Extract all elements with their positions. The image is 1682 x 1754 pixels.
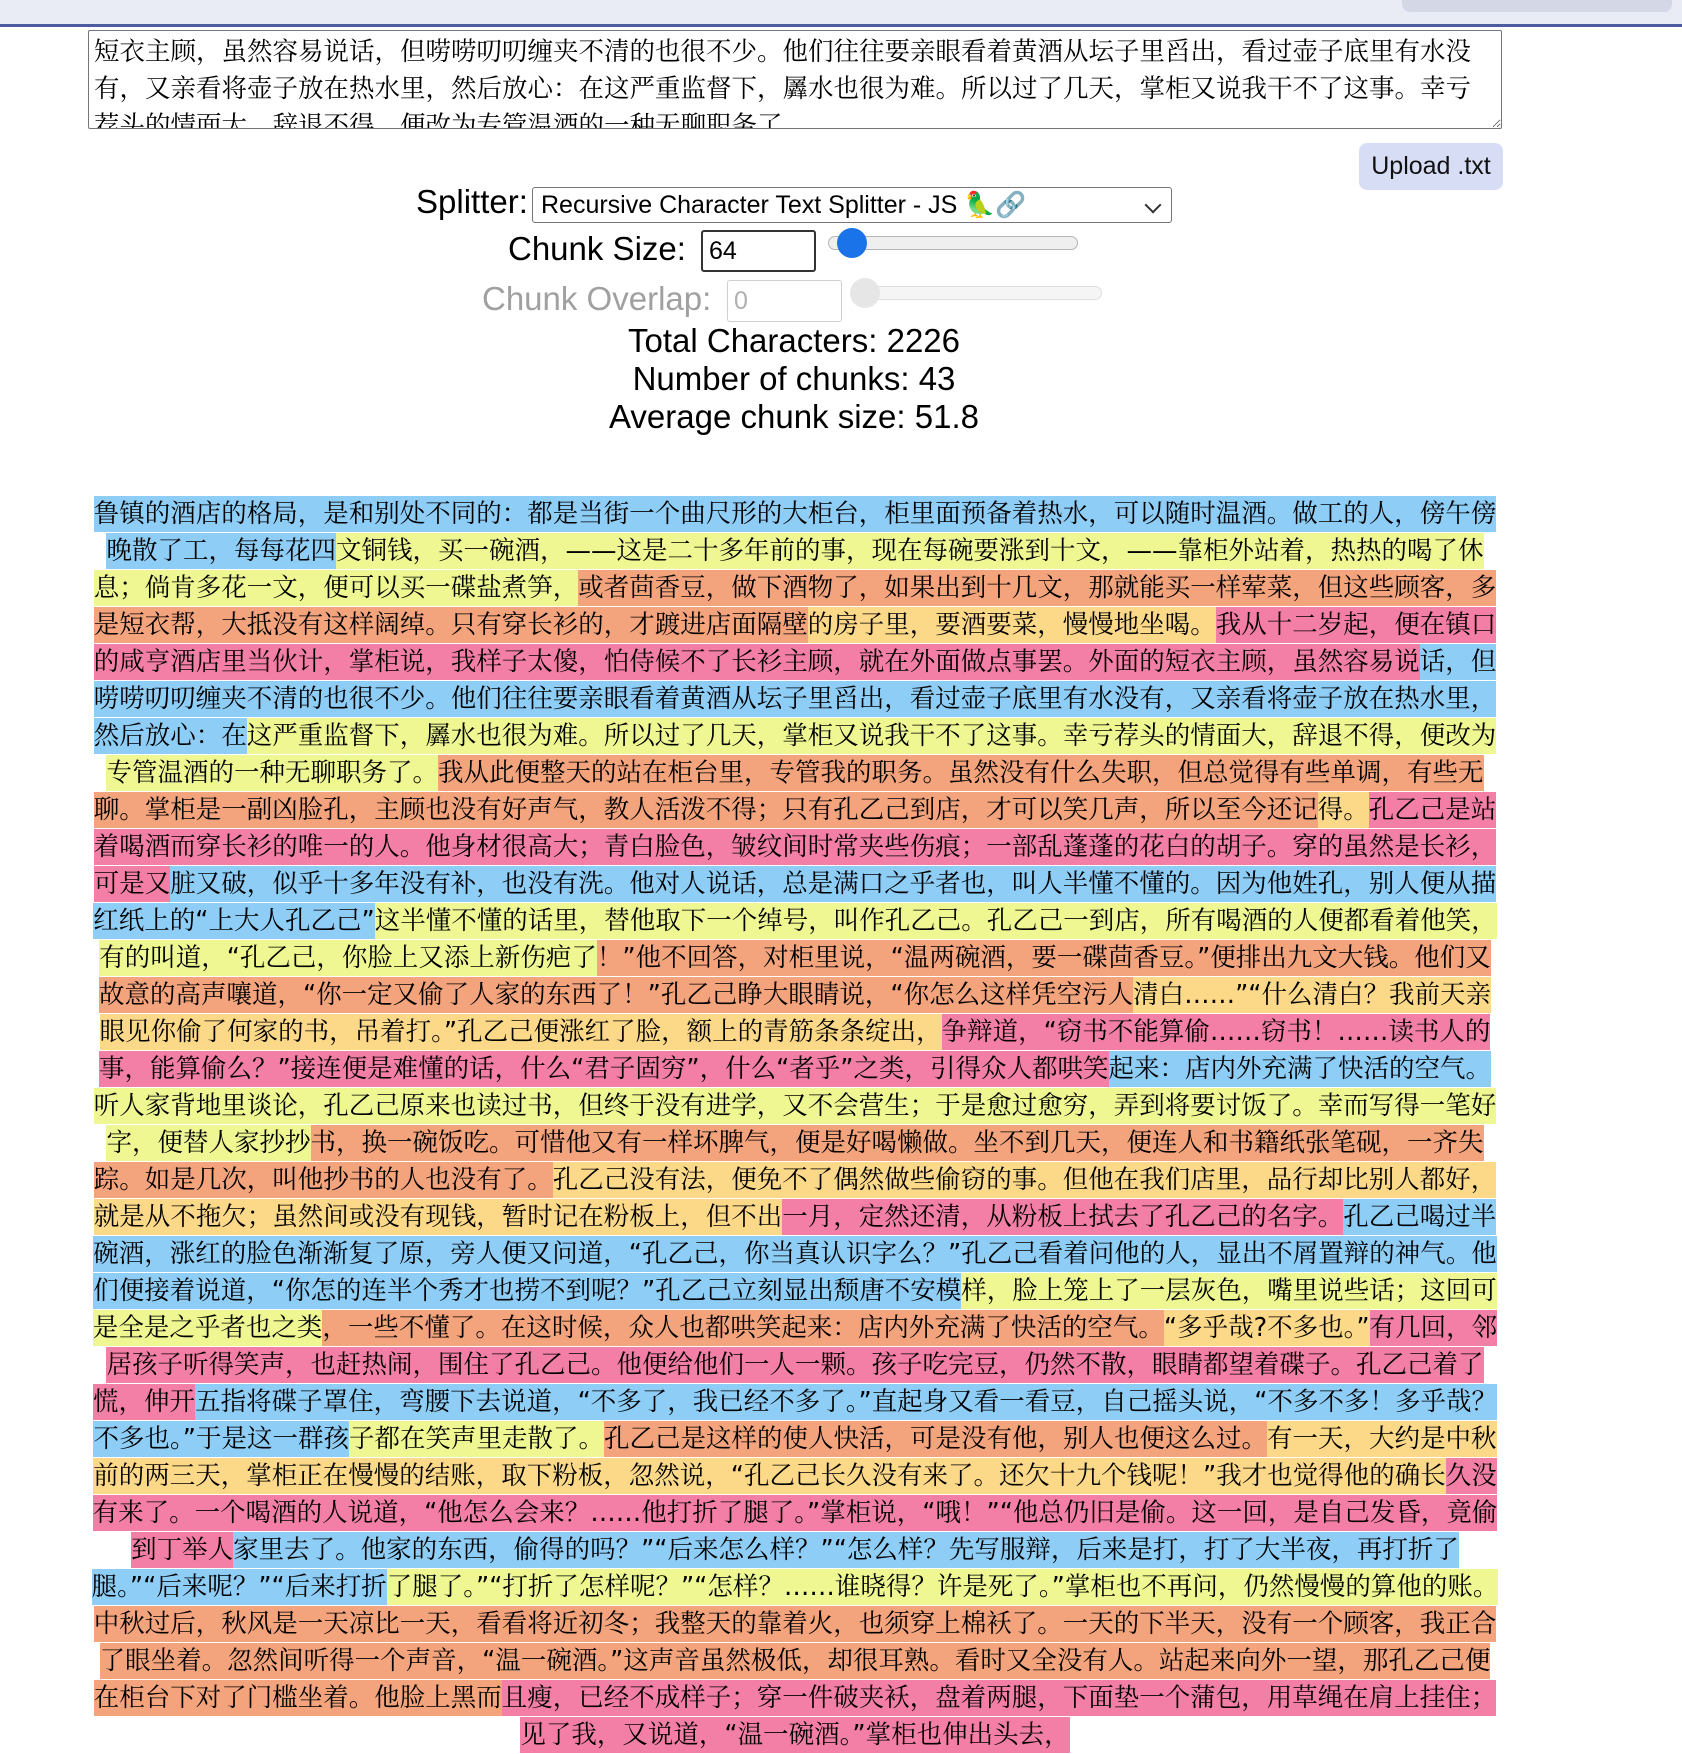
chunk-12: 这半懂不懂的话里，替他取下一个绰号，叫作孔乙己。孔乙己一到店，所有喝酒的人便都看着他笑，有的叫道，“孔乙己，你脸上又添上新伤疤了 [99, 903, 1497, 976]
chunk-6: 话，但唠唠叨叨缠夹不清的也很不少。他们往往要亲眼看着黄酒从坛子里舀出，看过壶子底里有水没有，又亲看将壶子放在热水里，然后放心：在 [94, 644, 1497, 754]
top-bar [0, 0, 1682, 27]
number-of-chunks: Number of chunks: 43 [632, 360, 956, 397]
chunk-34: 且瘦，已经不成样子；穿一件破夹袄，盘着两腿，下面垫一个蒲包，用草绳在肩上挂住；见了我，又说道，“温一碗酒。”掌柜也伸出头去， [502, 1680, 1497, 1753]
source-text-input[interactable] [88, 30, 1502, 129]
chunk-26: 五指将碟子罩住，弯腰下去说道，“不多了，我已经不多了。”直起身又看一看豆，自己摇头说，“不多不多！多乎哉？不多也。”于是这一群孩 [93, 1384, 1496, 1457]
chunk-21: 孔乙己喝过半碗酒，涨红的脸色渐渐复了原，旁人便又问道，“孔乙己，你当真认识字么？”孔乙己看着问他的人，显出不屑置辩的神气。他们便接着说道，“你怎的连半个秀才也捞不到呢？”孔乙己立刻显出颓唐不安模 [93, 1199, 1496, 1309]
chunk-16: 起来：店内外充满了快活的空气。 [1109, 1051, 1492, 1087]
chunk-size-label: Chunk Size: [508, 230, 686, 267]
chunk-13: ！”他不回答，对柜里说，“温两碗酒，要一碟茴香豆。”便排出九文大钱。他们又故意的高声嚷道，“你一定又偷了人家的东西了！”孔乙己睁大眼睛说，“你怎么这样凭空污人 [99, 940, 1491, 1013]
chunk-5: 我从十二岁起，便在镇口的咸亨酒店里当伙计，掌柜说，我样子太傻，怕侍候不了长衫主顾，就在外面做点事罢。外面的短衣主顾，虽然容易说 [94, 607, 1497, 680]
chunk-15: 争辩道，“窃书不能算偷……窃书！……读书人的事，能算偷么？”接连便是难懂的话，什么“君子固穷”，什么“者乎”之类，引得众人都哄笑 [99, 1014, 1490, 1087]
chunk-1: 鲁镇的酒店的格局，是和别处不同的：都是当街一个曲尺形的大柜台，柜里面预备着热水，可以随时温酒。做工的人，傍午傍晚散了工，每每花四 [94, 496, 1497, 569]
chunk-22: 样，脸上笼上了一层灰色，嘴里说些话；这回可是全是之乎者也之类 [93, 1273, 1497, 1346]
chunk-size-input[interactable] [701, 230, 816, 272]
chunk-20: 一月，定然还清，从粉板上拭去了孔乙己的名字。 [782, 1199, 1343, 1235]
chunk-29: 有一天，大约是中秋前的两三天，掌柜正在慢慢的结账，取下粉板，忽然说，“孔乙己长久没有来了。还欠十九个钱呢！”我才也觉得他的确长 [93, 1421, 1496, 1494]
chunk-25: 有几回，邻居孩子听得笑声，也赶热闹，围住了孔乙己。他便给他们一人一颗。孩子吃完豆，仍然不散，眼睛都望着碟子。孔乙己着了慌，伸开 [93, 1310, 1497, 1420]
chunk-visualization [90, 496, 1500, 1754]
top-bar-tab [1402, 0, 1672, 12]
splitter-selected-value: Recursive Character Text Splitter - JS 🦜🔗 [541, 191, 1027, 219]
chunk-8: 我从此便整天的站在柜台里，专管我的职务。虽然没有什么失职，但总觉得有些单调，有些无聊。掌柜是一副凶脸孔，主顾也没有好声气，教人活泼不得；只有孔乙己到店，才可以笑几声，所以至今还记 [94, 755, 1484, 828]
chunk-31: 家里去了。他家的东西，偷得的吗？”“后来怎么样？”“怎么样？先写服辩，后来是打，打了大半夜，再打折了腿。”“后来呢？”“后来打折 [92, 1532, 1459, 1605]
chunk-overlap-slider[interactable] [852, 286, 1102, 300]
chunk-overlap-input[interactable] [727, 280, 842, 322]
chunk-32: 了腿了。”“打折了怎样呢？”“怎样？……谁晓得？许是死了。”掌柜也不再问，仍然慢慢的算他的账。 [387, 1569, 1499, 1605]
chunk-28: 孔乙己是这样的使人快活，可是没有他，别人也便这么过。 [604, 1421, 1267, 1457]
chunk-3: 或者茴香豆，做下酒物了，如果出到十几文，那就能买一样荤菜，但这些顾客，多是短衣帮，大抵没有这样阔绰。只有穿长衫的，才踱进店面隔壁 [94, 570, 1497, 643]
chunk-24: “多乎哉?不多也。” [1164, 1310, 1370, 1346]
chunk-19: 孔乙己没有法，便免不了偶然做些偷窃的事。但他在我们店里，品行却比别人都好，就是从不拖欠；虽然间或没有现钱，暂时记在粉板上，但不出 [94, 1162, 1497, 1235]
chunk-7: 这严重监督下，羼水也很为难。所以过了几天，掌柜又说我干不了这事。幸亏荐头的情面大，辞退不得，便改为专管温酒的一种无聊职务了。 [106, 718, 1496, 791]
total-characters: Total Characters: 2226 [627, 322, 960, 359]
chunk-30: 久没有来了。一个喝酒的人说道，“他怎么会来？……他打折了腿了。”掌柜说，“哦！”“他总仍旧是偷。这一回，是自己发昏，竟偷到丁举人 [93, 1458, 1498, 1568]
chunk-33: 中秋过后，秋风是一天凉比一天，看看将近初冬；我整天的靠着火，也须穿上棉袄了。一天的下半天，没有一个顾客，我正合了眼坐着。忽然间听得一个声音，“温一碗酒。”这声音虽然极低，却很耳熟。看时又全没有人。站起来向外一望，那孔乙己便在柜台下对了门槛坐着。他脸上黑而 [94, 1606, 1497, 1716]
chunk-18: 书，换一碗饭吃。可惜他又有一样坏脾气，便是好喝懒做。坐不到几天，便连人和书籍纸张笔砚，一齐失踪。如是几次，叫他抄书的人也没有了。 [94, 1125, 1484, 1198]
chunk-overlap-label: Chunk Overlap: [482, 280, 712, 317]
upload-txt-button[interactable]: Upload .txt [1359, 143, 1503, 190]
chevron-down-icon [1145, 197, 1162, 214]
chunk-2: 文铜钱，买一碗酒，——这是二十多年前的事，现在每碗要涨到十文，——靠柜外站着，热热的喝了休息；倘肯多花一文，便可以买一碟盐煮笋， [94, 533, 1484, 606]
chunk-23: ，一些不懂了。在这时候，众人也都哄笑起来：店内外充满了快活的空气。 [322, 1310, 1164, 1346]
chunk-4: 的房子里，要酒要菜，慢慢地坐喝。 [808, 607, 1216, 643]
splitter-label: Splitter: [416, 183, 528, 220]
splitter-select[interactable] [532, 187, 1172, 223]
chunk-10: 孔乙己是站着喝酒而穿长衫的唯一的人。他身材很高大；青白脸色，皱纹间时常夹些伤痕；一部乱蓬蓬的花白的胡子。穿的虽然是长衫，可是又 [94, 792, 1497, 902]
chunk-11: 脏又破，似乎十多年没有补，也没有洗。他对人说话，总是满口之乎者也，叫人半懂不懂的。因为他姓孔，别人便从描红纸上的“上大人孔乙己” [93, 866, 1496, 939]
chunk-17: 听人家背地里谈论，孔乙己原来也读过书，但终于没有进学，又不会营生；于是愈过愈穷，弄到将要讨饭了。幸而写得一笔好字，便替人家抄抄 [94, 1088, 1497, 1161]
chunk-14: 清白……”“什么清白？我前天亲眼见你偷了何家的书，吊着打。”孔乙己便涨红了脸，额上的青筋条条绽出， [100, 977, 1491, 1050]
chunk-9: 得。 [1318, 792, 1369, 828]
average-chunk-size: Average chunk size: 51.8 [609, 398, 979, 435]
chunk-overlap-slider-thumb[interactable] [850, 278, 880, 308]
chunk-27: 子都在笑声里走散了。 [349, 1421, 604, 1457]
chunk-size-slider-thumb[interactable] [837, 228, 867, 258]
